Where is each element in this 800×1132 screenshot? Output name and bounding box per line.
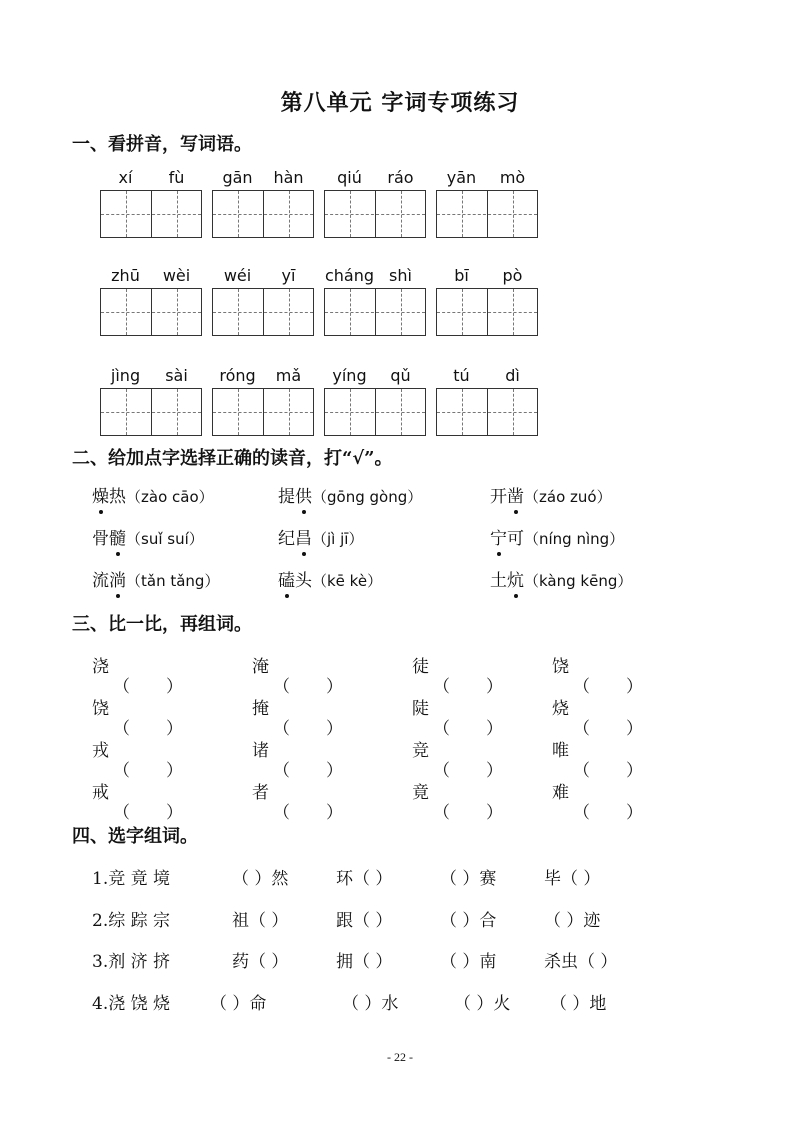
open-paren: （ bbox=[433, 677, 450, 697]
guide-line bbox=[101, 412, 201, 413]
emphasis-dot bbox=[116, 594, 120, 598]
section1-heading: 一、看拼音，写词语。 bbox=[72, 134, 252, 155]
compare-char: 烧 bbox=[552, 699, 569, 719]
open-paren: （ bbox=[113, 803, 130, 823]
pinyin-syllable: róng bbox=[219, 366, 256, 385]
word-char: 可 bbox=[507, 529, 524, 549]
open-paren: （ bbox=[273, 677, 290, 697]
word-writing-box bbox=[324, 266, 426, 348]
open-paren: （ bbox=[433, 761, 450, 781]
word-char: 土 bbox=[490, 571, 507, 591]
open-paren: （ bbox=[433, 803, 450, 823]
word-writing-box bbox=[100, 366, 202, 448]
word-writing-box bbox=[100, 266, 202, 348]
compare-item bbox=[252, 652, 343, 697]
dotted-char-text: 昌 bbox=[295, 529, 312, 549]
open-paren: （ bbox=[113, 761, 130, 781]
word-blank[interactable]: （ ）命 bbox=[210, 994, 267, 1014]
word-char: 提 bbox=[278, 487, 295, 507]
word-writing-box bbox=[436, 366, 538, 448]
dotted-char-text: 髓 bbox=[109, 529, 126, 549]
compare-char: 难 bbox=[552, 783, 569, 803]
word-writing-box bbox=[436, 168, 538, 250]
compare-item bbox=[412, 736, 503, 781]
tianzige-boxes[interactable] bbox=[324, 288, 426, 336]
word-blank[interactable]: 拥（ ） bbox=[336, 952, 393, 972]
compare-item bbox=[252, 736, 343, 781]
word-blank[interactable]: （ ）迹 bbox=[544, 911, 601, 931]
close-paren: ） bbox=[626, 803, 643, 823]
tianzige-boxes[interactable] bbox=[436, 288, 538, 336]
close-paren: ） bbox=[166, 803, 183, 823]
word-char: 流 bbox=[92, 571, 109, 591]
word-blank[interactable]: （ ）地 bbox=[550, 994, 607, 1014]
word-blank[interactable]: （ ）赛 bbox=[440, 869, 497, 889]
word-blank[interactable]: 杀虫（ ） bbox=[544, 952, 618, 972]
pinyin-syllable: wèi bbox=[162, 266, 191, 285]
guide-line bbox=[213, 312, 313, 313]
pinyin-syllable: dì bbox=[505, 366, 520, 385]
dotted-char bbox=[490, 524, 507, 549]
pinyin-syllable: qiú bbox=[337, 168, 362, 187]
tianzige-boxes[interactable] bbox=[212, 388, 314, 436]
compare-char: 陡 bbox=[412, 699, 429, 719]
pinyin-syllable: xí bbox=[118, 168, 133, 187]
reading-item bbox=[278, 482, 422, 507]
pinyin-row bbox=[100, 366, 540, 448]
dotted-char bbox=[295, 524, 312, 549]
compare-char: 戒 bbox=[92, 783, 109, 803]
reading-item bbox=[92, 482, 214, 507]
open-paren: （ bbox=[573, 677, 590, 697]
tianzige-boxes[interactable] bbox=[324, 190, 426, 238]
compare-char: 饶 bbox=[92, 699, 109, 719]
open-paren: （ bbox=[273, 761, 290, 781]
close-paren: ） bbox=[486, 719, 503, 739]
close-paren: ） bbox=[326, 719, 343, 739]
word-char: 开 bbox=[490, 487, 507, 507]
close-paren: ） bbox=[626, 719, 643, 739]
word-blank[interactable]: 跟（ ） bbox=[336, 911, 393, 931]
pinyin-syllable: shì bbox=[389, 266, 412, 285]
pinyin-syllable: ráo bbox=[387, 168, 414, 187]
emphasis-dot bbox=[285, 594, 289, 598]
compare-char: 戎 bbox=[92, 741, 109, 761]
guide-line bbox=[213, 214, 313, 215]
word-blank[interactable]: （ ）南 bbox=[440, 952, 497, 972]
page-number: - 22 - bbox=[387, 1050, 413, 1064]
compare-item bbox=[552, 652, 643, 697]
open-paren: （ bbox=[573, 761, 590, 781]
compare-char: 浇 bbox=[92, 657, 109, 677]
compare-char: 竞 bbox=[412, 741, 429, 761]
compare-item bbox=[92, 778, 183, 823]
section3-heading: 三、比一比，再组词。 bbox=[72, 614, 252, 635]
pinyin-syllable: mò bbox=[499, 168, 526, 187]
dotted-char bbox=[109, 524, 126, 549]
reading-item bbox=[92, 524, 204, 549]
compare-item bbox=[552, 694, 643, 739]
word-writing-box bbox=[324, 366, 426, 448]
guide-line bbox=[325, 312, 425, 313]
pronunciation-options[interactable]: （kàng kēng） bbox=[524, 572, 633, 590]
pinyin-syllable: yī bbox=[281, 266, 296, 285]
pinyin-syllable: hàn bbox=[273, 168, 304, 187]
open-paren: （ bbox=[433, 719, 450, 739]
compare-item bbox=[92, 652, 183, 697]
pronunciation-options[interactable]: （zào cāo） bbox=[126, 488, 214, 506]
pinyin-syllable: mǎ bbox=[275, 366, 302, 385]
guide-line bbox=[437, 412, 537, 413]
close-paren: ） bbox=[326, 677, 343, 697]
page-title: 第八单元 字词专项练习 bbox=[280, 90, 520, 116]
guide-line bbox=[325, 412, 425, 413]
compare-item bbox=[552, 736, 643, 781]
word-writing-box bbox=[436, 266, 538, 348]
pronunciation-options[interactable]: （jì jī） bbox=[312, 530, 364, 548]
close-paren: ） bbox=[166, 677, 183, 697]
word-char: 纪 bbox=[278, 529, 295, 549]
compare-char: 饶 bbox=[552, 657, 569, 677]
close-paren: ） bbox=[166, 761, 183, 781]
word-blank[interactable]: 环（ ） bbox=[336, 869, 393, 889]
tianzige-boxes[interactable] bbox=[212, 190, 314, 238]
word-writing-box bbox=[212, 266, 314, 348]
pinyin-syllable: cháng bbox=[324, 266, 375, 285]
choice-chars: 1.竞 竟 境 bbox=[92, 869, 171, 889]
word-writing-box bbox=[212, 168, 314, 250]
guide-line bbox=[437, 312, 537, 313]
emphasis-dot bbox=[99, 510, 103, 514]
compare-char: 唯 bbox=[552, 741, 569, 761]
dotted-char-text: 磕 bbox=[278, 571, 295, 591]
reading-item bbox=[278, 566, 382, 591]
dotted-char bbox=[507, 482, 524, 507]
pinyin-syllable: gān bbox=[222, 168, 253, 187]
tianzige-boxes[interactable] bbox=[212, 288, 314, 336]
guide-line bbox=[101, 214, 201, 215]
pronunciation-options[interactable]: （suǐ suí） bbox=[126, 530, 204, 548]
pronunciation-options[interactable]: （kē kè） bbox=[312, 572, 383, 590]
choice-chars: 3.剂 济 挤 bbox=[92, 952, 171, 972]
compare-char: 竟 bbox=[412, 783, 429, 803]
word-blank[interactable]: 药（ ） bbox=[232, 952, 289, 972]
tianzige-boxes[interactable] bbox=[100, 288, 202, 336]
pinyin-syllable: wéi bbox=[223, 266, 252, 285]
tianzige-boxes[interactable] bbox=[436, 190, 538, 238]
dotted-char-text: 燥 bbox=[92, 487, 109, 507]
emphasis-dot bbox=[514, 510, 518, 514]
choice-chars: 4.浇 饶 烧 bbox=[92, 994, 171, 1014]
word-blank[interactable]: （ ）然 bbox=[232, 869, 289, 889]
dotted-char-text: 淌 bbox=[109, 571, 126, 591]
open-paren: （ bbox=[273, 719, 290, 739]
section2-heading: 二、给加点字选择正确的读音，打“√”。 bbox=[72, 448, 393, 469]
open-paren: （ bbox=[573, 719, 590, 739]
pinyin-syllable: yíng bbox=[332, 366, 367, 385]
dotted-char bbox=[278, 566, 295, 591]
reading-item bbox=[278, 524, 363, 549]
close-paren: ） bbox=[626, 677, 643, 697]
compare-char: 诸 bbox=[252, 741, 269, 761]
guide-line bbox=[101, 312, 201, 313]
pinyin-syllable: qǔ bbox=[390, 366, 411, 385]
dotted-char-text: 炕 bbox=[507, 571, 524, 591]
word-char: 热 bbox=[109, 487, 126, 507]
tianzige-boxes[interactable] bbox=[100, 190, 202, 238]
pronunciation-options[interactable]: （tǎn tǎng） bbox=[126, 572, 220, 590]
tianzige-boxes[interactable] bbox=[100, 388, 202, 436]
dotted-char-text: 凿 bbox=[507, 487, 524, 507]
compare-item bbox=[552, 778, 643, 823]
reading-item bbox=[92, 566, 219, 591]
compare-item bbox=[92, 694, 183, 739]
compare-item bbox=[412, 652, 503, 697]
emphasis-dot bbox=[302, 510, 306, 514]
choice-chars: 2.综 踪 宗 bbox=[92, 911, 171, 931]
pinyin-syllable: pò bbox=[502, 266, 523, 285]
tianzige-boxes[interactable] bbox=[436, 388, 538, 436]
compare-item bbox=[252, 778, 343, 823]
compare-item bbox=[412, 778, 503, 823]
section4-heading: 四、选字组词。 bbox=[72, 826, 198, 847]
pronunciation-options[interactable]: （níng nìng） bbox=[524, 530, 625, 548]
close-paren: ） bbox=[326, 761, 343, 781]
close-paren: ） bbox=[626, 761, 643, 781]
dotted-char bbox=[507, 566, 524, 591]
tianzige-boxes[interactable] bbox=[324, 388, 426, 436]
word-blank[interactable]: 毕（ ） bbox=[544, 869, 601, 889]
word-char: 头 bbox=[295, 571, 312, 591]
close-paren: ） bbox=[166, 719, 183, 739]
guide-line bbox=[437, 214, 537, 215]
word-writing-box bbox=[324, 168, 426, 250]
pinyin-syllable: sài bbox=[165, 366, 188, 385]
reading-item bbox=[490, 566, 632, 591]
close-paren: ） bbox=[486, 677, 503, 697]
pronunciation-options[interactable]: （záo zuó） bbox=[524, 488, 612, 506]
pinyin-row bbox=[100, 266, 540, 348]
open-paren: （ bbox=[573, 803, 590, 823]
word-blank[interactable]: （ ）火 bbox=[454, 994, 511, 1014]
emphasis-dot bbox=[116, 552, 120, 556]
pinyin-syllable: tú bbox=[453, 366, 470, 385]
word-blank[interactable]: （ ）水 bbox=[342, 994, 399, 1014]
pinyin-syllable: fù bbox=[168, 168, 185, 187]
pronunciation-options[interactable]: （gōng gòng） bbox=[312, 488, 423, 506]
compare-item bbox=[252, 694, 343, 739]
word-writing-box bbox=[212, 366, 314, 448]
dotted-char bbox=[295, 482, 312, 507]
open-paren: （ bbox=[273, 803, 290, 823]
guide-line bbox=[213, 412, 313, 413]
dotted-char bbox=[109, 566, 126, 591]
open-paren: （ bbox=[113, 677, 130, 697]
word-blank[interactable]: 祖（ ） bbox=[232, 911, 289, 931]
open-paren: （ bbox=[113, 719, 130, 739]
compare-char: 徒 bbox=[412, 657, 429, 677]
compare-char: 者 bbox=[252, 783, 269, 803]
close-paren: ） bbox=[326, 803, 343, 823]
dotted-char-text: 供 bbox=[295, 487, 312, 507]
compare-char: 淹 bbox=[252, 657, 269, 677]
dotted-char bbox=[92, 482, 109, 507]
dotted-char-text: 宁 bbox=[490, 529, 507, 549]
word-char: 骨 bbox=[92, 529, 109, 549]
reading-item bbox=[490, 482, 612, 507]
close-paren: ） bbox=[486, 761, 503, 781]
compare-item bbox=[92, 736, 183, 781]
emphasis-dot bbox=[302, 552, 306, 556]
pinyin-row bbox=[100, 168, 540, 250]
compare-item bbox=[412, 694, 503, 739]
emphasis-dot bbox=[497, 552, 501, 556]
word-writing-box bbox=[100, 168, 202, 250]
pinyin-syllable: bī bbox=[454, 266, 469, 285]
close-paren: ） bbox=[486, 803, 503, 823]
pinyin-syllable: jìng bbox=[110, 366, 141, 385]
compare-char: 掩 bbox=[252, 699, 269, 719]
word-blank[interactable]: （ ）合 bbox=[440, 911, 497, 931]
reading-item bbox=[490, 524, 624, 549]
guide-line bbox=[325, 214, 425, 215]
pinyin-syllable: yān bbox=[446, 168, 477, 187]
pinyin-syllable: zhū bbox=[111, 266, 140, 285]
emphasis-dot bbox=[514, 594, 518, 598]
